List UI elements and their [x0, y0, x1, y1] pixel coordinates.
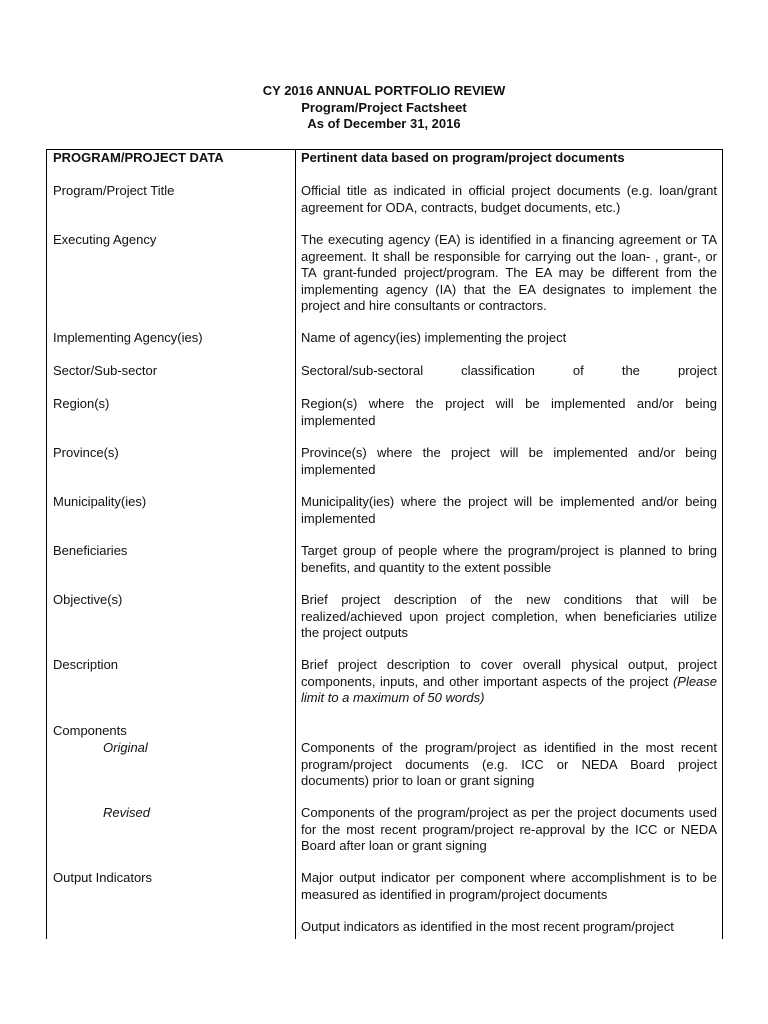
row-label: Output Indicators	[53, 870, 152, 885]
row-label: Executing Agency	[53, 232, 157, 247]
row-label: Sector/Sub-sector	[53, 363, 158, 378]
row-description: Name of agency(ies) implementing the project	[301, 330, 567, 345]
report-date: As of December 31, 2016	[307, 116, 461, 131]
factsheet-table	[46, 149, 723, 939]
row-label: Description	[53, 657, 119, 672]
row-description: Official title as indicated in official project documents (e.g. loan/grant agreement for ODA, contracts, budget documents, etc.)	[301, 183, 717, 215]
row-description: Province(s) where the project will be implemented and/or being implemented	[301, 445, 717, 477]
row-description	[301, 657, 717, 707]
row-label: Components	[53, 723, 127, 738]
row-label: Beneficiaries	[53, 543, 128, 558]
row-description: Major output indicator per component where accomplishment is to be measured as identified in program/project documents	[301, 870, 717, 902]
row-label: Municipality(ies)	[53, 494, 147, 509]
document-header	[0, 83, 768, 133]
row-description: Region(s) where the project will be implemented and/or being implemented	[301, 396, 717, 428]
row-label: Program/Project Title	[53, 183, 175, 198]
row-sublabel: Revised	[103, 805, 150, 820]
row-description: Municipality(ies) where the project will be implemented and/or being implemented	[301, 494, 717, 526]
row-label: Region(s)	[53, 396, 110, 411]
row-description: Brief project description of the new conditions that will be realized/achieved upon project completion, when beneficiaries utilize the project outputs	[301, 592, 717, 640]
row-label: Objective(s)	[53, 592, 123, 607]
right-column-header: Pertinent data based on program/project documents	[301, 150, 625, 165]
row-description: Components of the program/project as per the project documents used for the most recent program/project re-approval by the ICC or NEDA Board after loan or grant signing	[301, 805, 717, 853]
row-description: Target group of people where the program/project is planned to bring benefits, and quantity to the extent possible	[301, 543, 717, 575]
row-description: Output indicators as identified in the most recent program/project	[301, 919, 674, 934]
row-description: Components of the program/project as identified in the most recent program/project documents (e.g. ICC or NEDA Board project documents) prior to loan or grant signing	[301, 740, 717, 788]
left-column-header: PROGRAM/PROJECT DATA	[53, 150, 224, 165]
row-description: Sectoral/sub-sectoral classification of the project	[301, 363, 717, 378]
description-text: Brief project description to cover overall physical output, project components, inputs, and other important aspects of the project	[301, 657, 717, 689]
row-label: Province(s)	[53, 445, 119, 460]
row-label: Implementing Agency(ies)	[53, 330, 203, 345]
report-subtitle: Program/Project Factsheet	[301, 99, 467, 115]
word-limit-note: (Please limit to a maximum of 50 words)	[301, 673, 718, 705]
row-description: The executing agency (EA) is identified in a financing agreement or TA agreement. It shall be responsible for carrying out the loan- , grant-, or TA grant-funded project/program. The EA may be different from the implementing agency (IA) that the EA designates to implement the project and hire consultants or contractors.	[301, 232, 717, 313]
report-title: CY 2016 ANNUAL PORTFOLIO REVIEW	[262, 83, 506, 98]
row-sublabel: Original	[103, 740, 148, 755]
